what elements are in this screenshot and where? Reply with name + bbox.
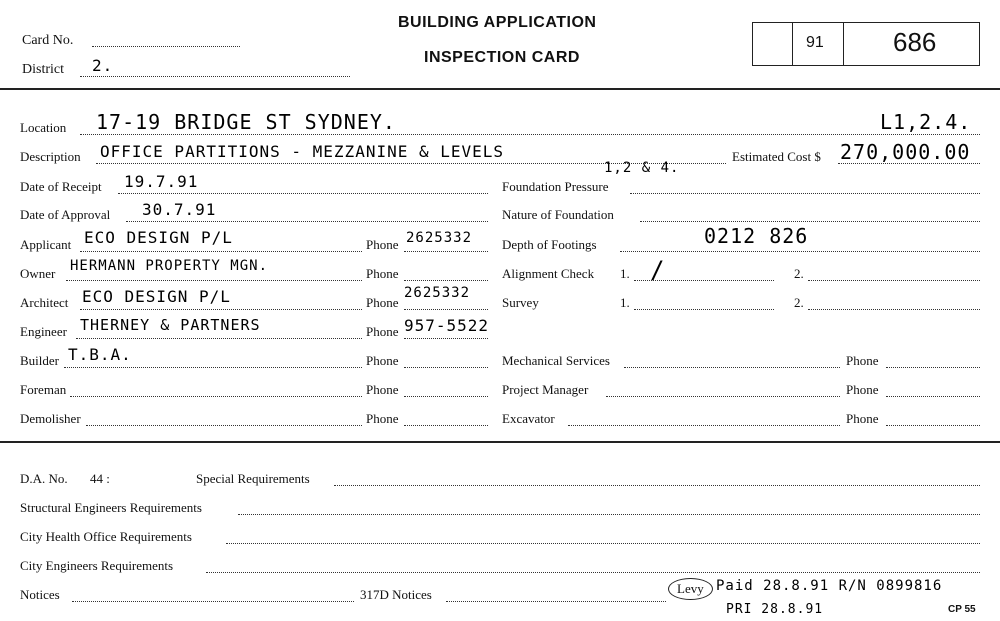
levy-stamp: Levy: [668, 578, 713, 600]
architect-phone-field[interactable]: [404, 309, 488, 310]
applicant-phone-value: 2625332: [406, 230, 473, 246]
health-requirements-label: City Health Office Requirements: [20, 529, 192, 544]
demolisher-phone-label: Phone: [366, 411, 399, 426]
page-subtitle: INSPECTION CARD: [424, 49, 580, 66]
owner-field[interactable]: [66, 280, 362, 281]
applicant-field[interactable]: [80, 251, 362, 252]
page-title: BUILDING APPLICATION: [398, 14, 597, 31]
mechanical-services-phone-field[interactable]: [886, 367, 980, 368]
location-field[interactable]: [80, 134, 980, 135]
project-manager-label: Project Manager: [502, 382, 589, 397]
location-label: Location: [20, 120, 67, 135]
architect-field[interactable]: [80, 309, 362, 310]
description-value-line2: 1,2 & 4.: [604, 160, 680, 176]
estimated-cost-label: Estimated Cost $: [732, 149, 821, 164]
structural-requirements-field[interactable]: [238, 514, 980, 515]
alignment-check-1-label: 1.: [620, 266, 630, 281]
health-requirements-field[interactable]: [226, 543, 980, 544]
location-levels: L1,2.4.: [880, 110, 972, 134]
owner-value: HERMANN PROPERTY MGN.: [70, 258, 269, 274]
owner-phone-label: Phone: [366, 266, 399, 281]
special-requirements-label: Special Requirements: [196, 471, 310, 486]
architect-label: Architect: [20, 295, 69, 310]
project-manager-phone-field[interactable]: [886, 396, 980, 397]
alignment-check-2-label: 2.: [794, 266, 804, 281]
excavator-phone-label: Phone: [846, 411, 879, 426]
project-manager-phone-label: Phone: [846, 382, 879, 397]
mechanical-services-label: Mechanical Services: [502, 353, 610, 368]
city-engineers-requirements-label: City Engineers Requirements: [20, 558, 174, 573]
section-divider: [0, 441, 1000, 443]
description-label: Description: [20, 149, 81, 164]
builder-label: Builder: [20, 353, 59, 368]
builder-phone-label: Phone: [366, 353, 399, 368]
location-value: 17-19 BRIDGE ST SYDNEY.: [96, 110, 396, 134]
district-label: District: [22, 62, 64, 77]
date-of-approval-field[interactable]: [126, 221, 488, 222]
mechanical-services-field[interactable]: [624, 367, 840, 368]
description-value: OFFICE PARTITIONS - MEZZANINE & LEVELS: [100, 142, 505, 161]
depth-of-footings-label: Depth of Footings: [502, 237, 597, 252]
engineer-phone-value: 957-5522: [404, 316, 490, 335]
card-no-label: Card No.: [22, 33, 74, 48]
engineer-label: Engineer: [20, 324, 67, 339]
district-value: 2.: [92, 56, 114, 75]
builder-value: T.B.A.: [68, 345, 132, 364]
survey-2-field[interactable]: [808, 309, 980, 310]
header-divider: [0, 88, 1000, 90]
card-number-box: [752, 22, 980, 66]
mechanical-services-phone-label: Phone: [846, 353, 879, 368]
builder-phone-field[interactable]: [404, 367, 488, 368]
levy-note-paid: Paid 28.8.91 R/N 0899816: [716, 578, 943, 594]
da-no-value: 44 :: [90, 471, 110, 486]
engineer-phone-field[interactable]: [404, 338, 488, 339]
depth-of-footings-field[interactable]: [620, 251, 980, 252]
notices-field[interactable]: [72, 601, 354, 602]
alignment-check-2-field[interactable]: [808, 280, 980, 281]
317d-notices-label: 317D Notices: [360, 587, 432, 602]
foreman-phone-field[interactable]: [404, 396, 488, 397]
engineer-value: THERNEY & PARTNERS: [80, 316, 261, 334]
date-of-receipt-field[interactable]: [118, 193, 488, 194]
date-of-receipt-value: 19.7.91: [124, 172, 199, 191]
demolisher-phone-field[interactable]: [404, 425, 488, 426]
excavator-field[interactable]: [568, 425, 840, 426]
district-field[interactable]: [80, 76, 350, 77]
engineer-phone-label: Phone: [366, 324, 399, 339]
date-of-approval-label: Date of Approval: [20, 207, 111, 222]
date-of-approval-value: 30.7.91: [142, 200, 217, 219]
special-requirements-field[interactable]: [334, 485, 980, 486]
317d-notices-field[interactable]: [446, 601, 666, 602]
foreman-phone-label: Phone: [366, 382, 399, 397]
levy-note-pri: PRI 28.8.91: [726, 602, 824, 617]
depth-of-footings-value: 0212 826: [704, 224, 809, 248]
da-no-label: D.A. No.: [20, 471, 68, 486]
form-code: CP 55: [948, 604, 976, 615]
card-no-field[interactable]: [92, 46, 240, 47]
survey-1-field[interactable]: [634, 309, 774, 310]
foundation-pressure-field[interactable]: [630, 193, 980, 194]
survey-2-label: 2.: [794, 295, 804, 310]
city-engineers-requirements-field[interactable]: [206, 572, 980, 573]
foundation-pressure-label: Foundation Pressure: [502, 179, 609, 194]
builder-field[interactable]: [64, 367, 362, 368]
architect-phone-value: 2625332: [404, 285, 471, 301]
survey-1-label: 1.: [620, 295, 630, 310]
owner-label: Owner: [20, 266, 56, 281]
excavator-phone-field[interactable]: [886, 425, 980, 426]
demolisher-label: Demolisher: [20, 411, 81, 426]
nature-of-foundation-label: Nature of Foundation: [502, 207, 614, 222]
estimated-cost-value: 270,000.00: [840, 140, 971, 164]
card-number: 686: [893, 27, 937, 57]
architect-value: ECO DESIGN P/L: [82, 287, 231, 306]
excavator-label: Excavator: [502, 411, 555, 426]
alignment-check-mark: /: [650, 256, 666, 284]
applicant-value: ECO DESIGN P/L: [84, 228, 233, 247]
applicant-label: Applicant: [20, 237, 72, 252]
architect-phone-label: Phone: [366, 295, 399, 310]
applicant-phone-label: Phone: [366, 237, 399, 252]
structural-requirements-label: Structural Engineers Requirements: [20, 500, 202, 515]
card-year: 91: [806, 34, 824, 51]
project-manager-field[interactable]: [606, 396, 840, 397]
date-of-receipt-label: Date of Receipt: [20, 179, 102, 194]
applicant-phone-field[interactable]: [404, 251, 488, 252]
alignment-check-label: Alignment Check: [502, 266, 595, 281]
engineer-field[interactable]: [76, 338, 362, 339]
survey-label: Survey: [502, 295, 539, 310]
notices-label: Notices: [20, 587, 60, 602]
foreman-label: Foreman: [20, 382, 67, 397]
owner-phone-field[interactable]: [404, 280, 488, 281]
demolisher-field[interactable]: [86, 425, 362, 426]
foreman-field[interactable]: [70, 396, 362, 397]
nature-of-foundation-field[interactable]: [640, 221, 980, 222]
